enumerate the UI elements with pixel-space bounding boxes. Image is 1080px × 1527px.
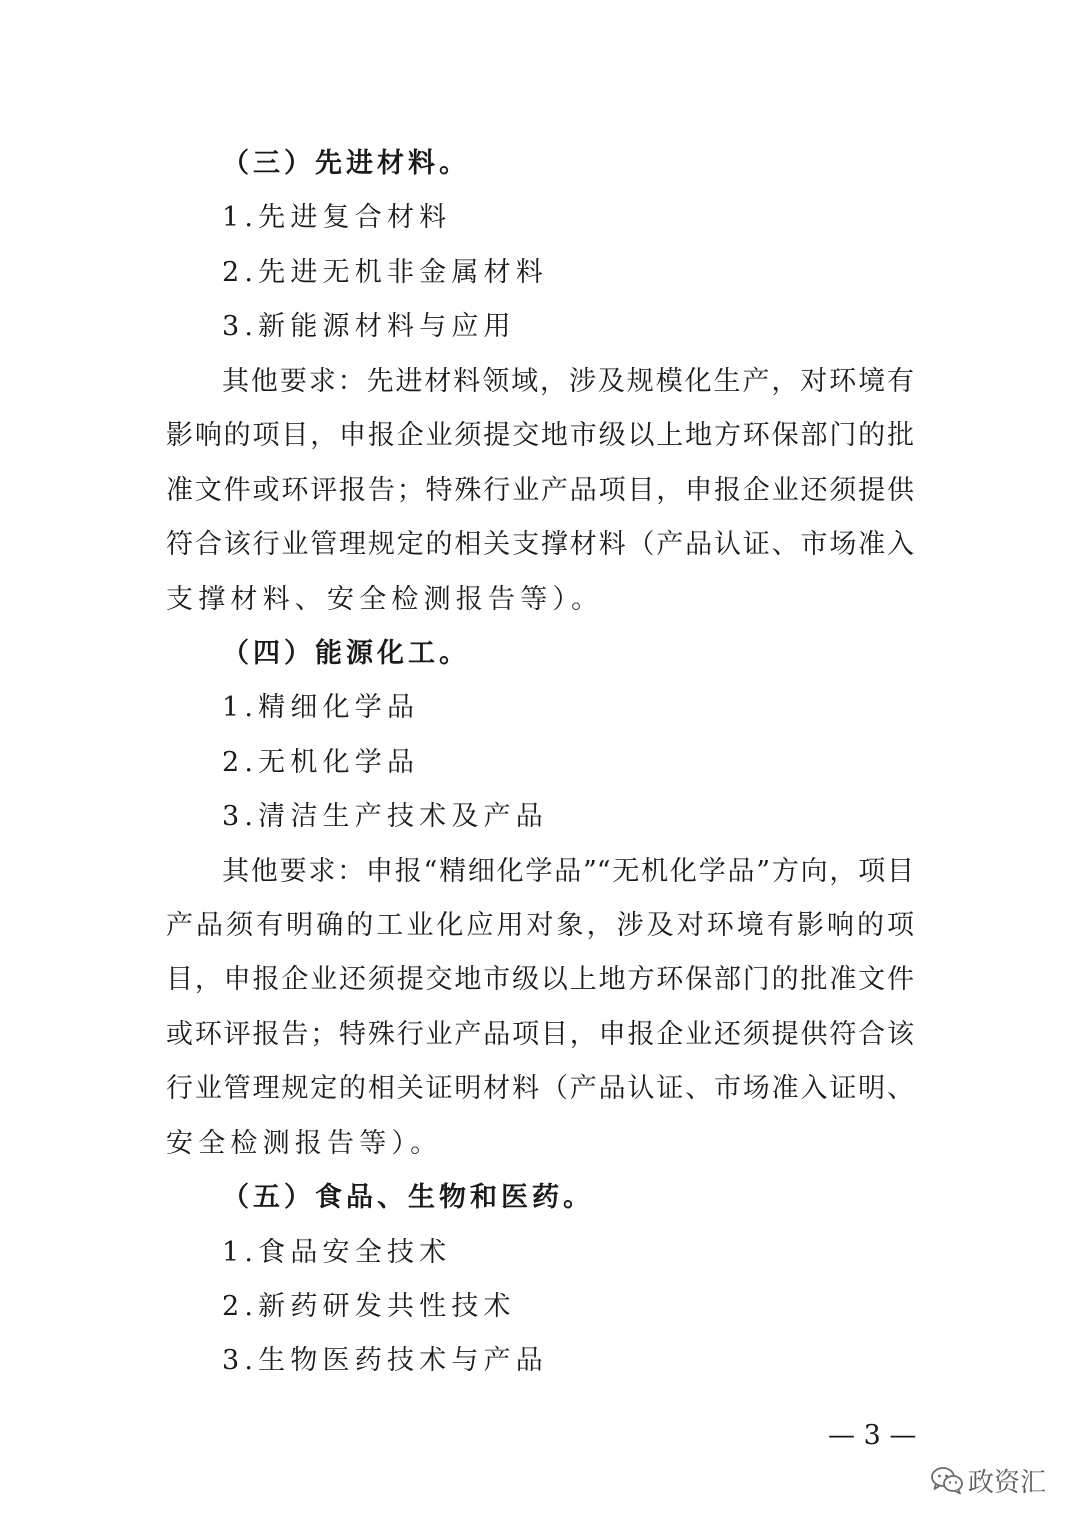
page-number: — 3 — [828,1420,917,1451]
paragraph-line: 或环评报告；特殊行业产品项目，申报企业还须提供符合该 [166,1019,914,1050]
list-item: 1.先进复合材料 [222,202,452,233]
paragraph-line: 符合该行业管理规定的相关支撑材料（产品认证、市场准入 [166,529,914,560]
list-item: 2.新药研发共性技术 [222,1291,516,1322]
list-item: 1.精细化学品 [222,692,420,723]
paragraph-line: 其他要求：申报“精细化学品”“无机化学品”方向，项目 [222,856,914,887]
paragraph-line: 目，申报企业还须提交地市级以上地方环保部门的批准文件 [166,964,914,995]
section-heading: （五）食品、生物和医药。 [222,1182,594,1213]
paragraph-line: 准文件或环评报告；特殊行业产品项目，申报企业还须提供 [166,475,914,506]
paragraph-line: 安全检测报告等）。 [166,1128,443,1159]
paragraph-line: 行业管理规定的相关证明材料（产品认证、市场准入证明、 [166,1073,914,1104]
list-item: 3.生物医药技术与产品 [222,1345,548,1376]
watermark [930,1460,1046,1500]
watermark-text: 政资汇 [968,1467,1047,1498]
paragraph-line: 产品须有明确的工业化应用对象，涉及对环境有影响的项 [166,910,914,941]
section-heading: （四）能源化工。 [222,638,470,669]
wechat-icon [930,1465,964,1495]
list-item: 2.无机化学品 [222,747,420,778]
section-heading: （三）先进材料。 [222,148,470,179]
list-item: 1.食品安全技术 [222,1237,452,1268]
list-item: 3.清洁生产技术及产品 [222,801,548,832]
paragraph-line: 其他要求：先进材料领域，涉及规模化生产，对环境有 [222,366,914,397]
paragraph-line: 支撑材料、安全检测报告等）。 [166,584,604,615]
list-item: 3.新能源材料与应用 [222,311,516,342]
list-item: 2.先进无机非金属材料 [222,257,548,288]
paragraph-line: 影响的项目，申报企业须提交地市级以上地方环保部门的批 [166,420,914,451]
